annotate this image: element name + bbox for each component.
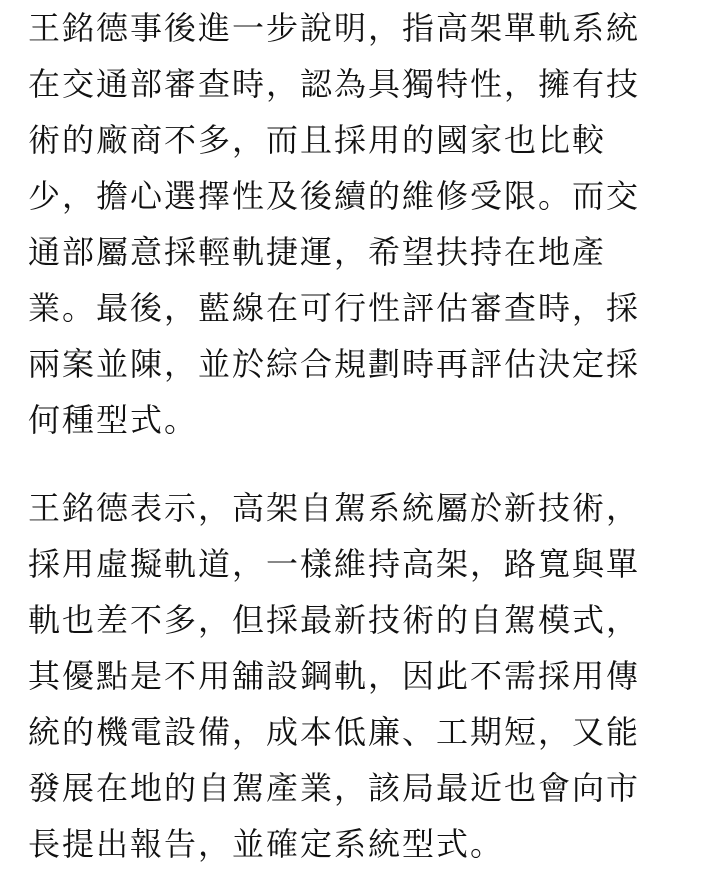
text-line: 通部屬意採輕軌捷運，希望扶持在地產 bbox=[28, 233, 607, 271]
text-line: 其優點是不用舖設鋼軌，因此不需採用傳 bbox=[28, 657, 641, 695]
text-line: 長提出報告，並確定系統型式。 bbox=[28, 825, 505, 863]
paragraph-1 bbox=[28, 0, 692, 448]
text-line: 兩案並陳，並於綜合規劃時再評估決定採 bbox=[28, 345, 641, 383]
text-line: 統的機電設備，成本低廉、工期短，又能 bbox=[28, 713, 641, 751]
text-line: 少，擔心選擇性及後續的維修受限。而交 bbox=[28, 177, 641, 215]
text-line: 在交通部審查時，認為具獨特性，擁有技 bbox=[28, 65, 641, 103]
text-line: 術的廠商不多，而且採用的國家也比較 bbox=[28, 121, 607, 159]
text-line: 業。最後，藍線在可行性評估審查時，採 bbox=[28, 289, 641, 327]
text-line: 軌也差不多，但採最新技術的自駕模式， bbox=[28, 601, 641, 639]
text-line: 何種型式。 bbox=[28, 401, 199, 439]
text-line: 王銘德表示，高架自駕系統屬於新技術， bbox=[28, 489, 641, 527]
paragraph-2 bbox=[28, 480, 692, 872]
text-line: 發展在地的自駕產業，該局最近也會向市 bbox=[28, 769, 641, 807]
text-line: 採用虛擬軌道，一樣維持高架，路寬與單 bbox=[28, 545, 641, 583]
text-line: 王銘德事後進一步說明，指高架單軌系統 bbox=[28, 9, 641, 47]
